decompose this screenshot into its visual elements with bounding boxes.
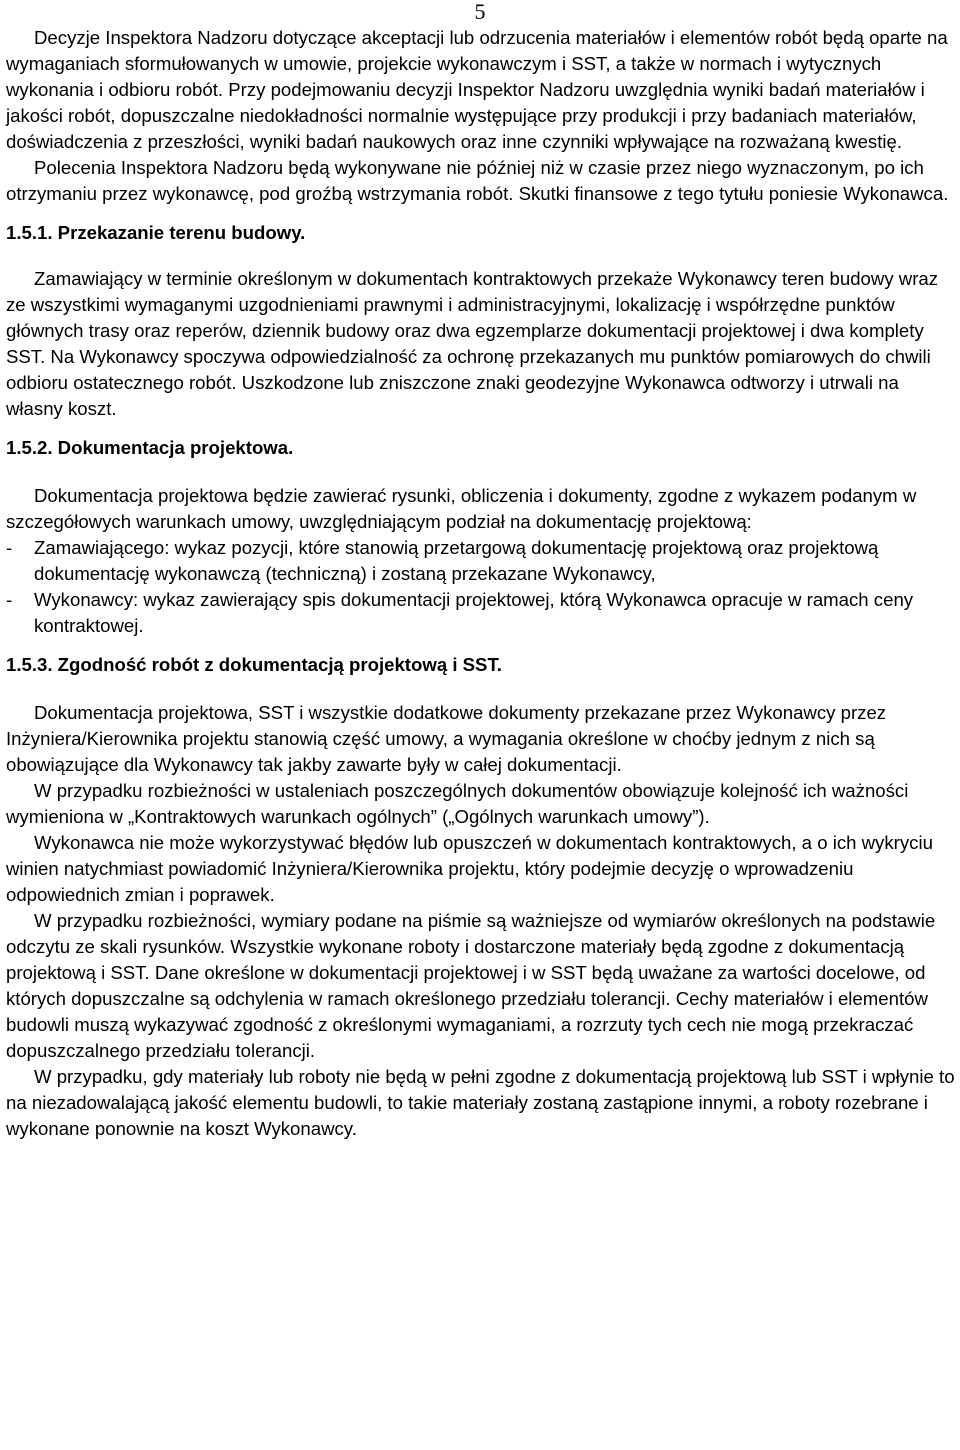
section-1-5-3-paragraph: W przypadku rozbieżności w ustaleniach poszczególnych dokumentów obowiązuje kolejność ich ważności wymieniona w „Kontraktowych warunkach ogólnych” („Ogólnych warunkach umowy”).: [6, 780, 909, 827]
list-item: [6, 535, 958, 587]
section-1-5-2-paragraph: Dokumentacja projektowa będzie zawierać rysunki, obliczenia i dokumenty, zgodne z wykazem podanym w szczegółowych warunkach umowy, uwzględniającym podział na dokumentację projektową:: [6, 485, 917, 532]
section-heading-1-5-1: 1.5.1. Przekazanie terenu budowy.: [6, 222, 306, 243]
list-dash: -: [6, 589, 13, 610]
section-1-5-1-paragraph: Zamawiający w terminie określonym w dokumentach kontraktowych przekaże Wykonawcy teren budowy wraz ze wszystkimi wymaganymi uzgodnieniami prawnymi i administracyjnymi, lokalizację i współrzędne punktów głównych trasy oraz reperów, dziennik budowy oraz dwa egzemplarze dokumentacji projektowej i dwa komplety SST. Na Wykonawcy spoczywa odpowiedzialność za ochronę przekazanych mu punktów pomiarowych do chwili odbioru ostatecznego robót. Uszkodzone lub zniszczone znaki geodezyjne Wykonawca odtworzy i utrwali na własny koszt.: [6, 268, 939, 419]
intro-paragraph: Decyzje Inspektora Nadzoru dotyczące akceptacji lub odrzucenia materiałów i elementów robót będą oparte na wymaganiach sformułowanych w umowie, projekcie wykonawczym i SST, a także w normach i wytycznych wykonania i odbioru robót. Przy podejmowaniu decyzji Inspektor Nadzoru uwzględnia wyniki badań materiałów i jakości robót, dopuszczalne niedokładności normalnie występujące przy produkcji i przy badaniach materiałów, doświadczenia z przeszłości, wyniki badań naukowych oraz inne czynniki wpływające na rozważaną kwestię.: [6, 27, 948, 152]
list-item-text: Wykonawcy: wykaz zawierający spis dokumentacji projektowej, którą Wykonawca opracuje w ramach ceny kontraktowej.: [34, 589, 914, 636]
list-dash: -: [6, 537, 13, 558]
section-1-5-3-paragraph: W przypadku, gdy materiały lub roboty nie będą w pełni zgodne z dokumentacją projektową lub SST i wpłynie to na niezadowalającą jakość elementu budowli, to takie materiały zostaną zastąpione innymi, a roboty rozebrane i wykonane ponownie na koszt Wykonawcy.: [6, 1066, 955, 1139]
intro-paragraph: Polecenia Inspektora Nadzoru będą wykonywane nie później niż w czasie przez niego wyznaczonym, po ich otrzymaniu przez wykonawcę, pod groźbą wstrzymania robót. Skutki finansowe z tego tytułu poniesie Wykonawca.: [6, 157, 949, 204]
section-1-5-3-paragraph: Wykonawca nie może wykorzystywać błędów lub opuszczeń w dokumentach kontraktowych, a o ich wykryciu winien natychmiast powiadomić Inżyniera/Kierownika projektu, który podejmie decyzję o wprowadzeniu odpowiednich zmian i poprawek.: [6, 832, 933, 905]
section-1-5-3-paragraph: W przypadku rozbieżności, wymiary podane na piśmie są ważniejsze od wymiarów określonych na podstawie odczytu ze skali rysunków. Wszystkie wykonane roboty i dostarczone materiały będą zgodne z dokumentacją projektową i SST. Dane określone w dokumentacji projektowej i w SST będą uważane za wartości docelowe, od których dopuszczalne są odchylenia w ramach określonego przedziału tolerancji. Cechy materiałów i elementów budowli muszą wykazywać zgodność z określonymi wymaganiami, a rozrzuty tych cech nie mogą przekraczać dopuszczalnego przedziału tolerancji.: [6, 910, 936, 1061]
list-item: [6, 587, 958, 639]
section-heading-1-5-3: 1.5.3. Zgodność robót z dokumentacją projektową i SST.: [6, 654, 502, 675]
page-number: 5: [474, 0, 486, 24]
deliverables-list: [6, 535, 958, 639]
section-1-5-3-paragraph: Dokumentacja projektowa, SST i wszystkie dodatkowe dokumenty przekazane przez Wykonawcy przez Inżyniera/Kierownika projektu stanowią część umowy, a wymagania określone w choćby jednym z nich są obowiązujące dla Wykonawcy tak jakby zawarte były w całej dokumentacji.: [6, 702, 887, 775]
section-heading-1-5-2: 1.5.2. Dokumentacja projektowa.: [6, 437, 294, 458]
document-body: [6, 25, 958, 1142]
list-item-text: Zamawiającego: wykaz pozycji, które stanowią przetargową dokumentację projektową oraz projektową dokumentację wykonawczą (techniczną) i zostaną przekazane Wykonawcy,: [34, 537, 879, 584]
